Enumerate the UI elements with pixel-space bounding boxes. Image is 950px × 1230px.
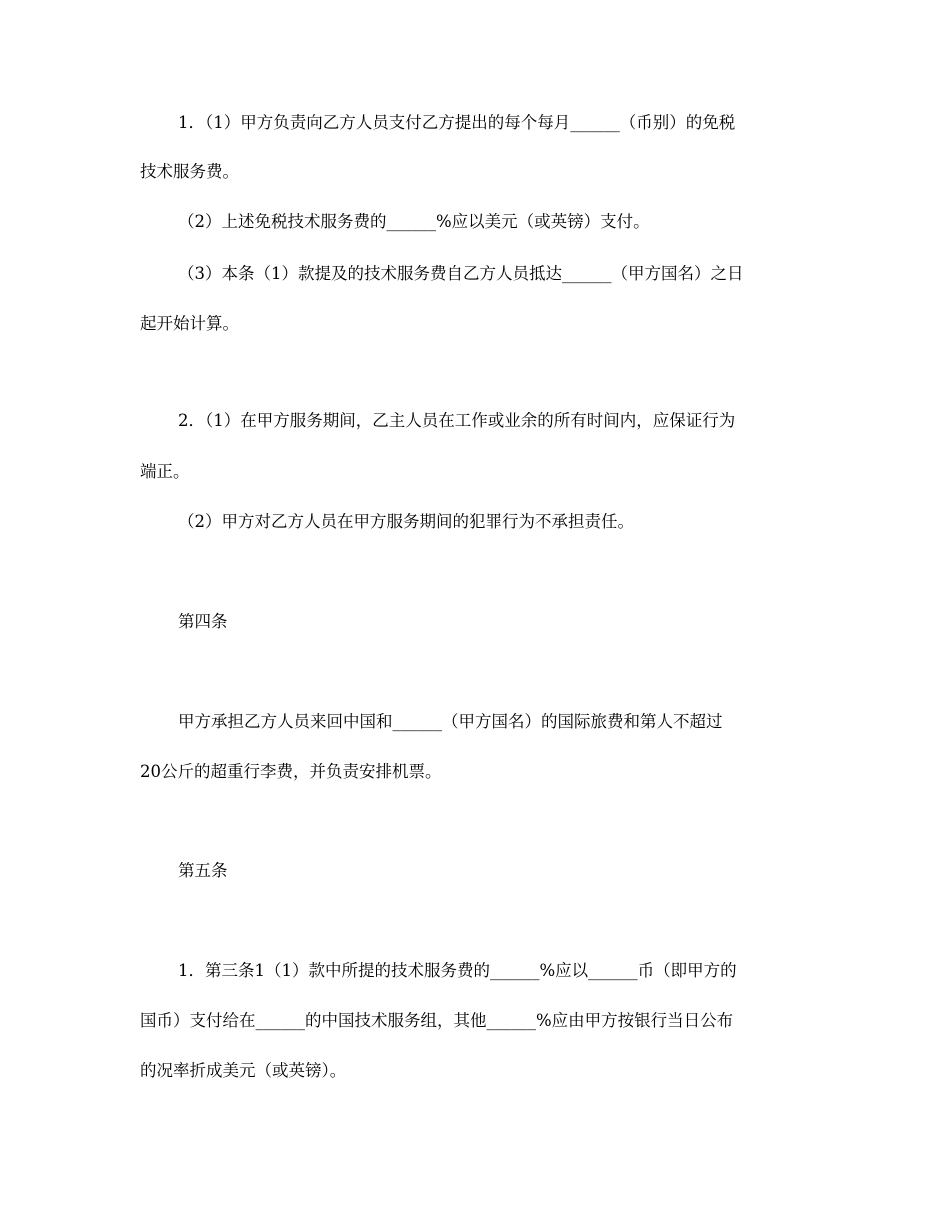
clause-3-1-3-line-2: 起开始计算。 xyxy=(140,314,239,333)
clause-5-1-line-2: 国币）支付给在______的中国技术服务组，其他______%应由甲方按银行当日公布 xyxy=(140,1011,734,1030)
clause-3-2-2: （2）甲方对乙方人员在甲方服务期间的犯罪行为不承担责任。 xyxy=(178,512,634,531)
clause-3-2-1-line-1: 2．（1）在甲方服务期间，乙主人员在工作或业余的所有时间内，应保证行为 xyxy=(178,411,736,430)
article-4-text-line-1: 甲方承担乙方人员来回中国和______（甲方国名）的国际旅费和第人不超过 xyxy=(178,712,723,731)
clause-3-1-3-line-1: （3）本条（1）款提及的技术服务费自乙方人员抵达______（甲方国名）之日 xyxy=(178,264,744,283)
article-5-heading: 第五条 xyxy=(178,861,228,880)
article-4-heading: 第四条 xyxy=(178,612,228,631)
clause-5-1-line-3: 的况率折成美元（或英镑）。 xyxy=(140,1061,347,1080)
article-4-text-line-2: 20公斤的超重行李费，并负责安排机票。 xyxy=(140,762,442,781)
clause-3-1-1-line-2: 技术服务费。 xyxy=(140,162,239,181)
clause-3-1-1-line-1: 1．（1）甲方负责向乙方人员支付乙方提出的每个每月______（币别）的免税 xyxy=(178,113,736,132)
clause-3-2-1-line-2: 端正。 xyxy=(140,462,190,481)
clause-3-1-2: （2）上述免税技术服务费的______%应以美元（或英镑）支付。 xyxy=(178,212,650,231)
clause-5-1-line-1: 1．第三条1（1）款中所提的技术服务费的______%应以______币（即甲方的 xyxy=(178,961,737,980)
